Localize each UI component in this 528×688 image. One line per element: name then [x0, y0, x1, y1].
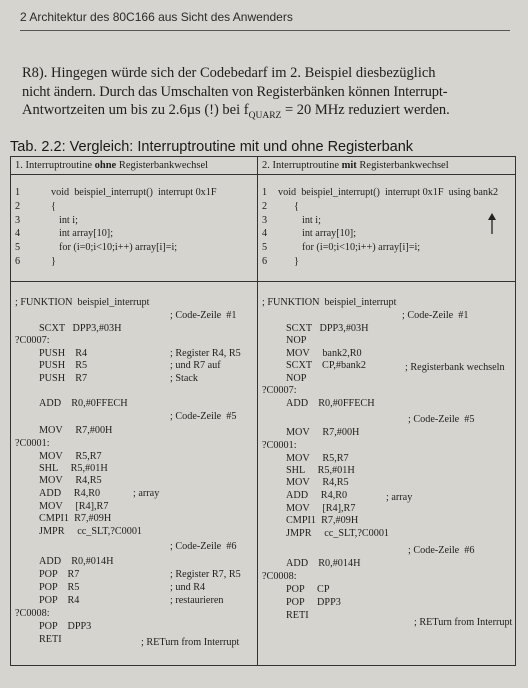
- c-code-line: int i;: [302, 214, 321, 226]
- asm-instruction: PUSH R4: [39, 348, 88, 359]
- c-line-number: 6: [15, 256, 21, 267]
- c-line-number: 3: [15, 214, 21, 226]
- asm-comment: ; Code-Zeile #6: [170, 541, 237, 552]
- c-code-line: void beispiel_interrupt() interrupt 0x1F using bank2: [278, 187, 499, 198]
- asm-instruction: MOV R4,R5: [286, 477, 349, 488]
- asm-instruction: POP R7: [39, 569, 80, 580]
- header-row-divider: [11, 174, 515, 175]
- asm-comment: ; array: [386, 492, 413, 503]
- c-code-line: }: [51, 256, 56, 267]
- asm-instruction: NOP: [286, 373, 307, 384]
- right-c-code: [258, 187, 516, 279]
- fquarz-subscript: QUARZ: [248, 110, 282, 121]
- asm-label: ?C0001:: [262, 440, 297, 451]
- asm-label: ?C0008:: [15, 608, 50, 619]
- asm-comment: ; Stack: [170, 373, 199, 384]
- asm-instruction: JMPR cc_SLT,?C0001: [286, 528, 390, 539]
- c-code-line: int array[10];: [302, 228, 357, 240]
- asm-instruction: POP R5: [39, 582, 80, 593]
- c-line-number: 4: [15, 228, 21, 240]
- c-code-line: void beispiel_interrupt() interrupt 0x1F: [51, 187, 217, 198]
- asm-instruction: NOP: [286, 335, 307, 346]
- asm-comment: ; Code-Zeile #1: [402, 310, 469, 321]
- asm-instruction: MOV [R4],R7: [39, 501, 109, 512]
- left-column-header: 1. Interruptroutine ohne Registerbankwechsel: [15, 160, 209, 171]
- asm-label: ?C0007:: [262, 385, 297, 396]
- table-caption: Tab. 2.2: Vergleich: Interruptroutine mit und ohne Registerbank: [10, 139, 414, 155]
- c-code-line: {: [294, 200, 299, 212]
- asm-comment: ; FUNKTION beispiel_interrupt: [15, 297, 150, 308]
- c-line-number: 3: [262, 214, 268, 226]
- header-rule: [20, 30, 510, 31]
- comparison-table: [10, 156, 516, 666]
- asm-comment: ; Code-Zeile #5: [170, 411, 237, 422]
- asm-comment: ; Code-Zeile #5: [408, 414, 475, 425]
- c-line-number: 6: [262, 256, 268, 267]
- asm-instruction: MOV R7,#00H: [286, 427, 360, 438]
- right-assembly-listing: [262, 297, 514, 657]
- asm-comment: ; array: [133, 488, 160, 499]
- asm-instruction: MOV bank2,R0: [286, 348, 362, 359]
- asm-instruction: MOV R5,R7: [286, 453, 349, 464]
- asm-comment: ; RETurn from Interrupt: [141, 637, 240, 648]
- asm-instruction: ADD R4,R0: [39, 488, 101, 499]
- c-line-number: 1: [15, 187, 21, 198]
- asm-comment: ; und R7 auf: [170, 360, 221, 371]
- asm-instruction: ADD R4,R0: [286, 490, 348, 501]
- c-code-row-divider: [11, 281, 515, 282]
- asm-instruction: POP DPP3: [286, 597, 341, 608]
- c-line-number: 2: [15, 200, 21, 212]
- asm-instruction: SCXT CP,#bank2: [286, 360, 366, 371]
- asm-instruction: ADD R0,#0FFECH: [286, 398, 375, 409]
- asm-instruction: POP R4: [39, 595, 80, 606]
- asm-instruction: SCXT DPP3,#03H: [39, 323, 122, 334]
- c-line-number: 2: [262, 200, 268, 212]
- asm-comment: ; und R4: [170, 582, 206, 593]
- c-code-line: }: [294, 256, 299, 267]
- c-line-number: 1: [262, 187, 268, 198]
- asm-comment: ; Registerbank wechseln: [405, 362, 505, 373]
- asm-comment: ; Register R7, R5: [170, 569, 241, 580]
- c-code-line: for (i=0;i<10;i++) array[i]=i;: [302, 242, 421, 254]
- asm-instruction: CMPI1 R7,#09H: [39, 513, 112, 524]
- asm-instruction: POP CP: [286, 584, 330, 595]
- asm-instruction: SHL R5,#01H: [39, 463, 108, 474]
- paragraph-line-2: nicht ändern. Durch das Umschalten von Registerbänken können Interrupt-: [22, 83, 448, 100]
- asm-instruction: MOV R5,R7: [39, 451, 102, 462]
- body-paragraph: [22, 64, 517, 125]
- asm-comment: ; Register R4, R5: [170, 348, 241, 359]
- asm-label: ?C0007:: [15, 335, 50, 346]
- asm-instruction: ADD R0,#014H: [39, 556, 114, 567]
- paragraph-line-3-end: = 20 MHz reduziert werden.: [281, 102, 450, 118]
- left-assembly-listing: [15, 297, 255, 657]
- c-code-line: int array[10];: [59, 228, 114, 240]
- c-code-line: {: [51, 200, 56, 212]
- c-line-number: 5: [262, 242, 268, 254]
- paragraph-line-3: [22, 101, 517, 125]
- asm-instruction: RETI: [286, 610, 309, 621]
- asm-instruction: PUSH R5: [39, 360, 88, 371]
- asm-instruction: POP DPP3: [39, 621, 92, 632]
- asm-instruction: JMPR cc_SLT,?C0001: [39, 526, 143, 537]
- c-code-line: int i;: [59, 214, 78, 226]
- running-header: 2 Architektur des 80C166 aus Sicht des Anwenders: [20, 10, 293, 24]
- asm-instruction: MOV R7,#00H: [39, 425, 113, 436]
- asm-comment: ; restaurieren: [170, 595, 224, 606]
- asm-label: ?C0001:: [15, 438, 50, 449]
- asm-comment: ; Code-Zeile #6: [408, 545, 475, 556]
- c-code-line: for (i=0;i<10;i++) array[i]=i;: [59, 242, 178, 254]
- asm-instruction: SHL R5,#01H: [286, 465, 355, 476]
- asm-instruction: CMPI1 R7,#09H: [286, 515, 359, 526]
- up-arrow-icon: [487, 213, 497, 235]
- asm-instruction: PUSH R7: [39, 373, 88, 384]
- left-c-code: [11, 187, 257, 279]
- c-line-number: 5: [15, 242, 21, 254]
- asm-instruction: MOV R4,R5: [39, 475, 102, 486]
- asm-instruction: SCXT DPP3,#03H: [286, 323, 369, 334]
- asm-label: ?C0008:: [262, 571, 297, 582]
- paragraph-line-1: R8). Hingegen würde sich der Codebedarf im 2. Beispiel diesbezüglich: [22, 65, 436, 81]
- asm-instruction: MOV [R4],R7: [286, 503, 356, 514]
- paragraph-line-3-text: Antwortzeiten um bis zu 2.6µs (!) bei f: [22, 102, 249, 118]
- c-line-number: 4: [262, 228, 268, 240]
- right-column-header: 2. Interruptroutine mit Registerbankwechsel: [262, 160, 449, 171]
- asm-instruction: ADD R0,#0FFECH: [39, 398, 128, 409]
- asm-comment: ; FUNKTION beispiel_interrupt: [262, 297, 397, 308]
- asm-instruction: RETI: [39, 634, 62, 645]
- asm-comment: ; RETurn from Interrupt: [414, 617, 513, 628]
- asm-comment: ; Code-Zeile #1: [170, 310, 237, 321]
- asm-instruction: ADD R0,#014H: [286, 558, 361, 569]
